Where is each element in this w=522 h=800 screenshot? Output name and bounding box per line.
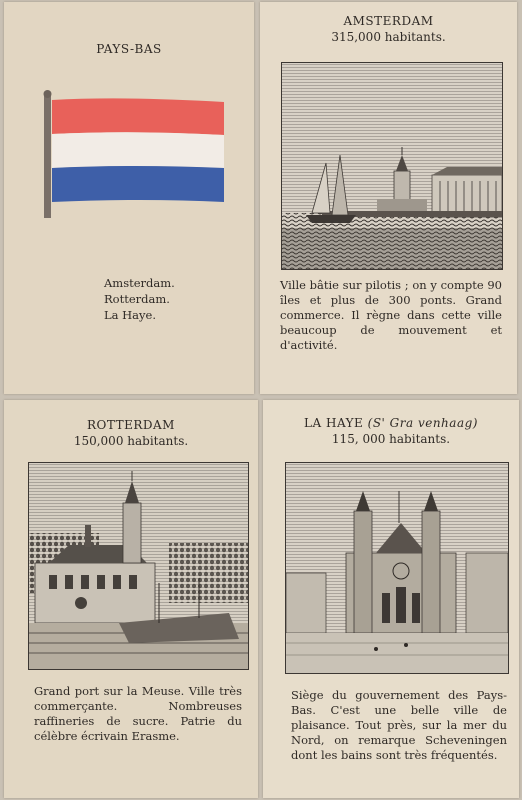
city-item: La Haye. xyxy=(104,308,156,322)
card-title: ROTTERDAM xyxy=(87,418,175,432)
card-description: Siège du gouvernement des Pays-Bas. C'est une belle ville de plaisance. Tout près, sur la mer du Nord, on remarque Scheveningen dont les bains sont très fréquentés. xyxy=(291,688,507,762)
netherlands-flag-icon xyxy=(42,90,232,222)
card-title-main: LA HAYE xyxy=(304,416,364,430)
city-item: Amsterdam. xyxy=(104,276,175,290)
card-population: 115, 000 habitants. xyxy=(331,432,451,446)
card-rotterdam xyxy=(4,400,258,798)
card-title: AMSTERDAM xyxy=(343,14,434,28)
card-la-haye xyxy=(263,400,519,798)
card-pays-bas xyxy=(4,2,254,394)
city-item: Rotterdam. xyxy=(104,292,170,306)
card-description: Ville bâtie sur pilotis ; on y compte 90 îles et plus de 300 ponts. Grand commerce. Il règne dans cette ville beaucoup de mouvement et d'activité. xyxy=(280,278,502,352)
card-title xyxy=(263,416,519,430)
card-title: PAYS-BAS xyxy=(96,42,162,56)
amsterdam-engraving xyxy=(281,62,503,270)
la-haye-engraving xyxy=(285,462,509,674)
card-population: 315,000 habitants. xyxy=(331,30,446,44)
card-description: Grand port sur la Meuse. Ville très commerçante. Nombreuses raffineries de sucre. Patrie du célèbre écrivain Erasme. xyxy=(34,684,242,743)
rotterdam-engraving xyxy=(28,462,249,670)
card-population: 150,000 habitants. xyxy=(73,434,189,448)
card-title-alt: (S' Gra venhaag) xyxy=(367,416,478,430)
card-amsterdam xyxy=(260,2,517,394)
city-list xyxy=(104,275,175,323)
